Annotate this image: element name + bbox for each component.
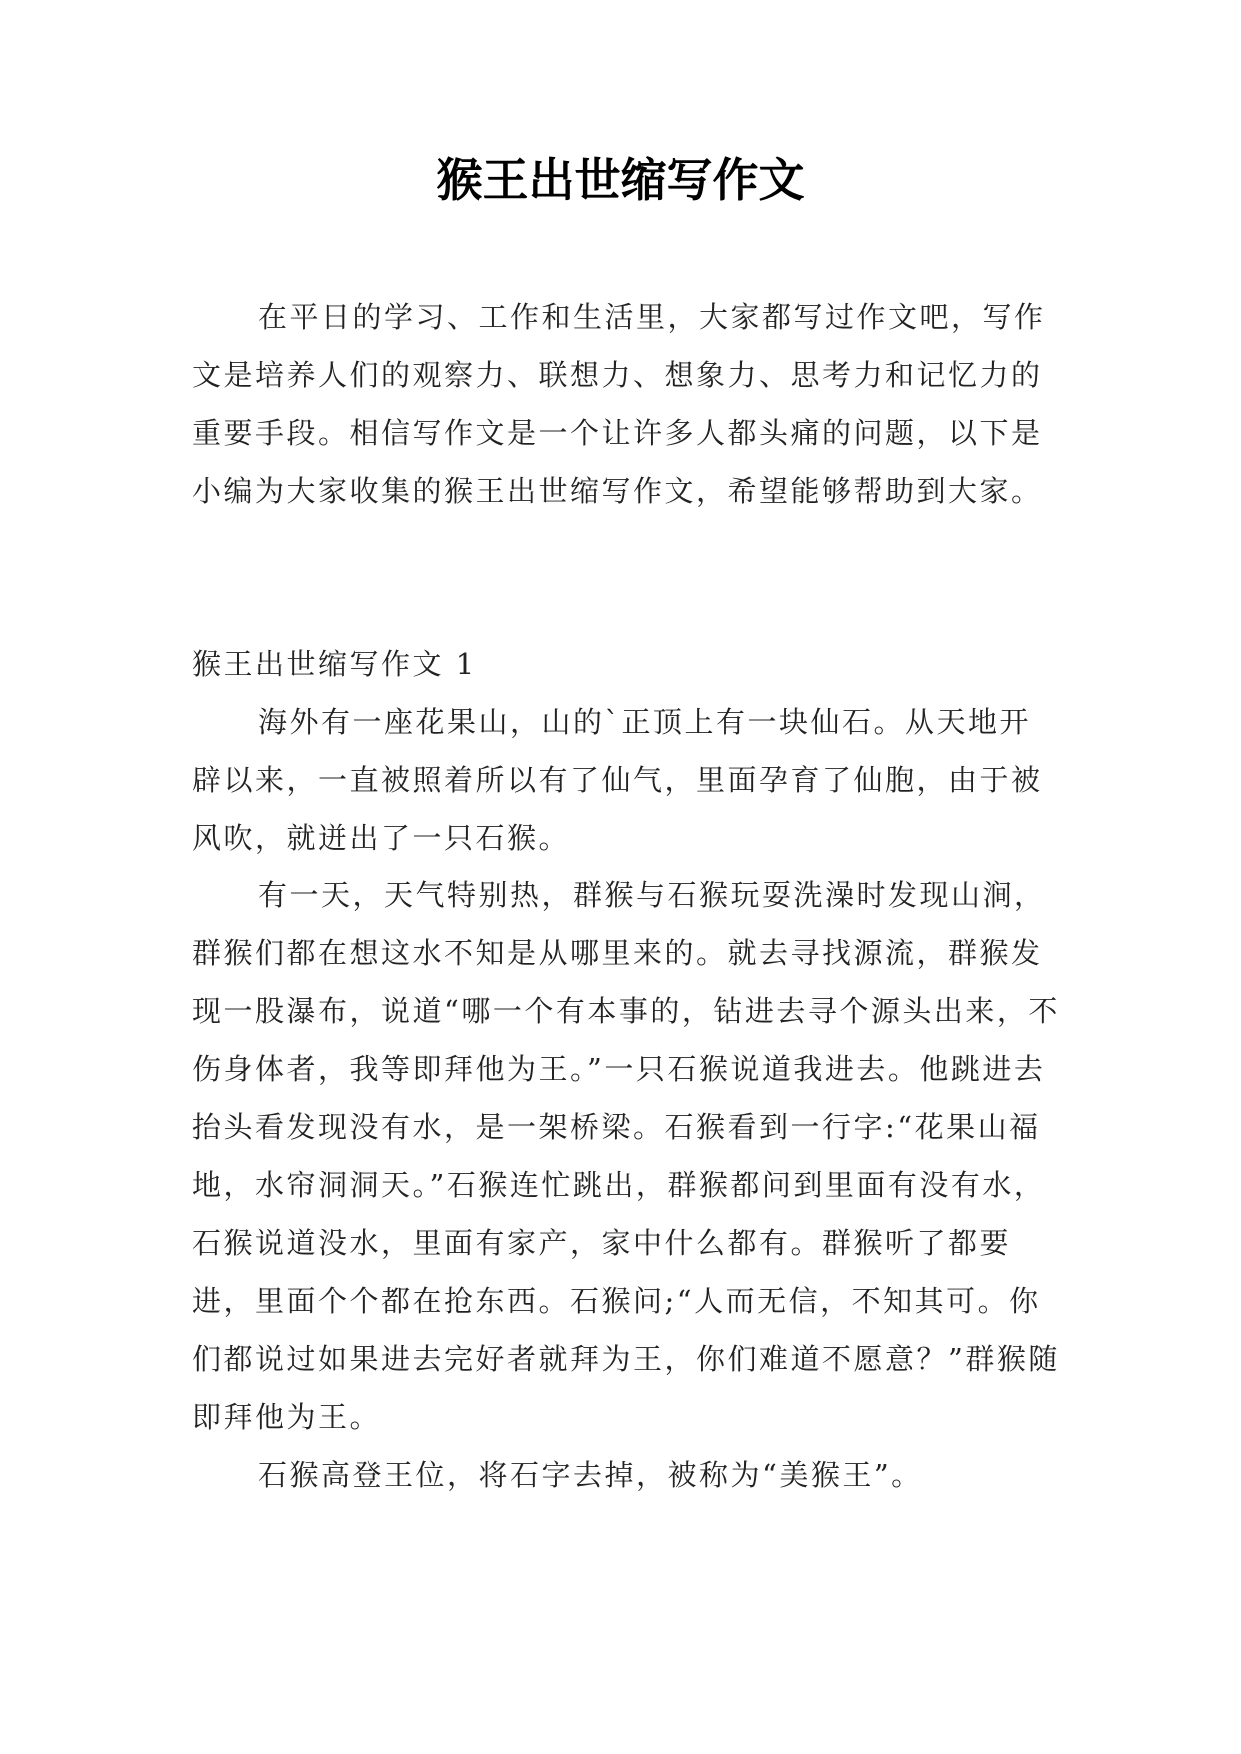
story-paragraph-2: 有一天，天气特别热，群猴与石猴玩耍洗澡时发现山涧，群猴们都在想这水不知是从哪里来的。就去寻找源流，群猴发现一股瀑布，说道“哪一个有本事的，钻进去寻个源头出来，不伤身体者，我等即拜他为王。”一只石猴说道我进去。他跳进去抬头看发现没有水，是一架桥梁。石猴看到一行字:“花果山福地，水帘洞洞天。”石猴连忙跳出，群猴都问到里面有没有水，石猴说道没水，里面有家产，家中什么都有。群猴听了都要进，里面个个都在抢东西。石猴问;“人而无信，不知其可。你们都说过如果进去完好者就拜为王，你们难道不愿意？”群猴随即拜他为王。	[192, 878, 1060, 1434]
intro-paragraph: 在平日的学习、工作和生活里，大家都写过作文吧，写作文是培养人们的观察力、联想力、想象力、思考力和记忆力的重要手段。相信写作文是一个让许多人都头痛的问题，以下是小编为大家收集的猴王出世缩写作文，希望能够帮助到大家。	[192, 300, 1046, 508]
story-paragraph-3: 石猴高登王位，将石字去掉，被称为“美猴王”。	[258, 1458, 923, 1492]
document-title: 猴王出世缩写作文	[436, 153, 805, 207]
section-heading: 猴王出世缩写作文 1	[192, 647, 477, 681]
story-paragraph-1: 海外有一座花果山，山的`正顶上有一块仙石。从天地开辟以来，一直被照着所以有了仙气，里面孕育了仙胞，由于被风吹，就迸出了一只石猴。	[192, 705, 1043, 855]
